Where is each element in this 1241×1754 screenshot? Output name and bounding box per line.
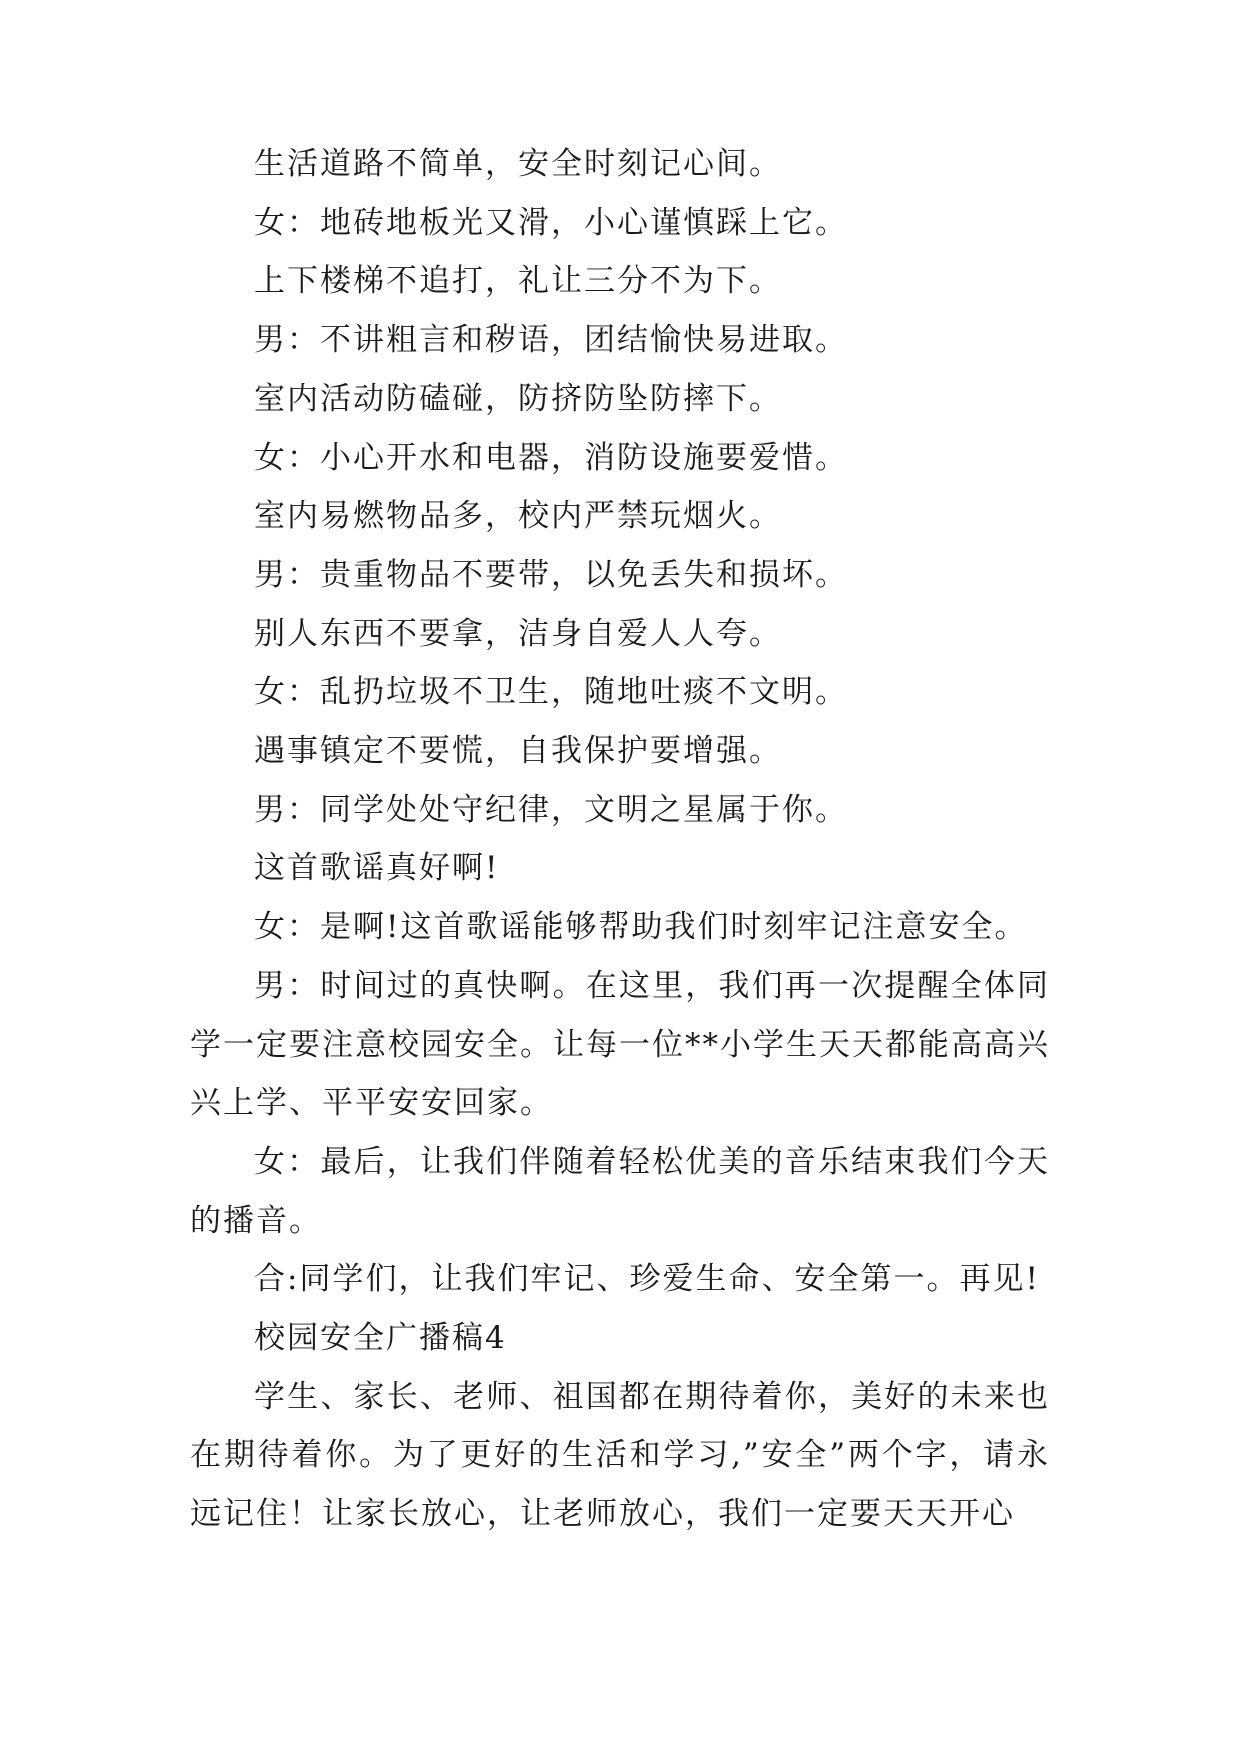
paragraph-14: 女：是啊!这首歌谣能够帮助我们时刻牢记注意安全。 xyxy=(254,909,1028,946)
paragraph-12: 男：同学处处守纪律，文明之星属于你。 xyxy=(254,791,848,828)
paragraph-8: 男：贵重物品不要带，以免丢失和损坏。 xyxy=(254,556,848,593)
paragraph-13: 这首歌谣真好啊! xyxy=(254,850,500,887)
paragraph-17: 合:同学们，让我们牢记、珍爱生命、安全第一。再见! xyxy=(254,1261,1040,1298)
paragraph-6: 女：小心开水和电器，消防设施要爱惜。 xyxy=(254,439,848,476)
paragraph-2: 女：地砖地板光又滑，小心谨慎踩上它。 xyxy=(254,204,848,241)
document-page xyxy=(190,135,1050,1544)
paragraph-10: 女：乱扔垃圾不卫生，随地吐痰不文明。 xyxy=(254,674,848,711)
section-heading: 校园安全广播稿4 xyxy=(254,1320,507,1357)
paragraph-9: 别人东西不要拿，洁身自爱人人夸。 xyxy=(254,615,782,652)
paragraph-19: 学生、家长、老师、祖国都在期待着你，美好的未来也在期待着你。为了更好的生活和学习,”安全”两个字，请永远记住！让家长放心，让老师放心，我们一定要天天开心 xyxy=(190,1378,1050,1533)
paragraph-1: 生活道路不简单，安全时刻记心间。 xyxy=(254,146,782,182)
paragraph-4: 男：不讲粗言和秽语，团结愉快易进取。 xyxy=(254,322,848,359)
paragraph-11: 遇事镇定不要慌，自我保护要增强。 xyxy=(254,733,782,770)
paragraph-7: 室内易燃物品多，校内严禁玩烟火。 xyxy=(254,498,782,535)
paragraph-16: 女：最后，让我们伴随着轻松优美的音乐结束我们今天的播音。 xyxy=(190,1143,1050,1239)
paragraph-3: 上下楼梯不追打，礼让三分不为下。 xyxy=(254,263,782,300)
paragraph-5: 室内活动防磕碰，防挤防坠防摔下。 xyxy=(254,380,782,417)
paragraph-15: 男：时间过的真快啊。在这里，我们再一次提醒全体同学一定要注意校园安全。让每一位**小学生天天都能高高兴兴上学、平平安安回家。 xyxy=(190,967,1050,1122)
